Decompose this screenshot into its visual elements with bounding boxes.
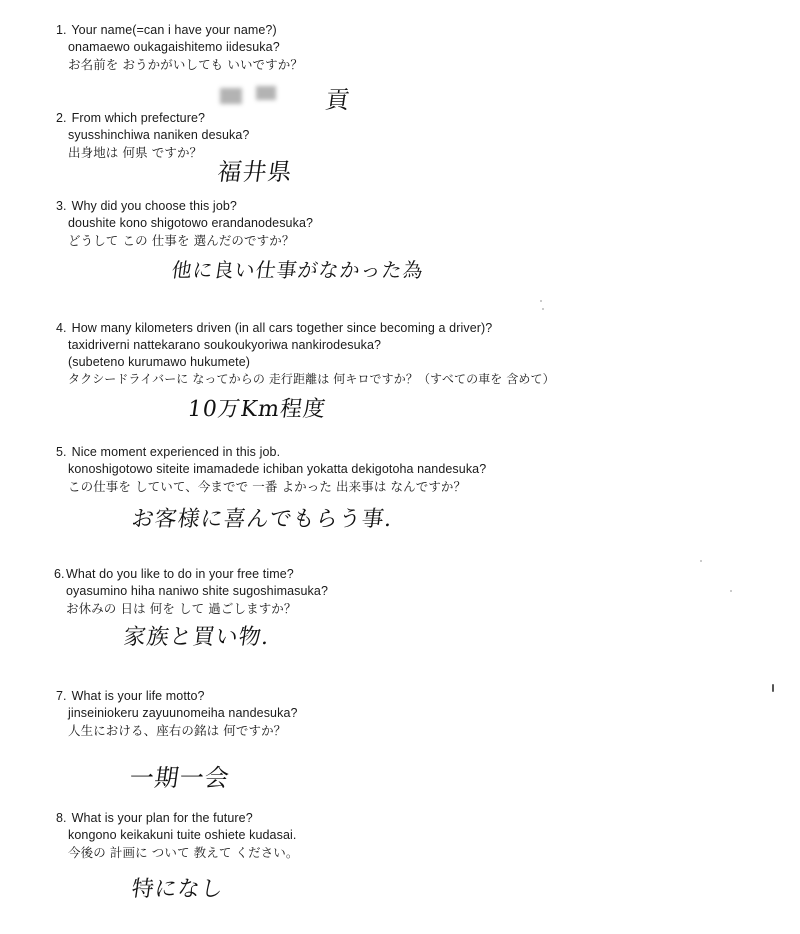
question-3-english: 3. Why did you choose this job? — [56, 199, 237, 213]
scan-speck — [700, 560, 702, 562]
question-7 — [56, 688, 776, 739]
question-7-english: 7. What is your life motto? — [56, 689, 205, 703]
question-3-japanese: どうして この 仕事を 選んだのですか？ — [68, 233, 295, 248]
question-4-romaji-2: (subeteno kurumawo hukumete) — [68, 355, 251, 369]
question-8 — [56, 810, 776, 861]
answer-4-handwritten: 10万Km程度 — [185, 397, 328, 422]
question-2-romaji: syusshinchiwa naniken desuka? — [68, 128, 250, 142]
question-1-japanese: お名前を おうかがいしても いいですか？ — [68, 57, 303, 72]
question-4 — [56, 320, 776, 388]
scan-speck — [730, 590, 732, 592]
question-8-english: 8. What is your plan for the future? — [56, 811, 253, 825]
question-1-romaji: onamaewo oukagaishitemo iidesuka? — [68, 40, 280, 54]
answer-1-handwritten: 貢 — [323, 86, 353, 114]
question-8-romaji: kongono keikakuni tuite oshiete kudasai. — [68, 828, 297, 842]
question-6-japanese: お休みの 日は 何を して 過ごしますか？ — [66, 601, 297, 616]
question-5-romaji: konoshigotowo siteite imamadede ichiban yokatta dekigotoha nandesuka? — [68, 462, 487, 476]
question-2 — [56, 110, 776, 161]
question-2-english: 2. From which prefecture? — [56, 111, 206, 125]
question-3 — [56, 198, 776, 249]
answer-7-handwritten: 一期一会 — [127, 764, 232, 792]
question-4-japanese: タクシードライバーに なってからの 走行距離は 何キロですか？（すべての車を 含めて） — [68, 372, 555, 386]
question-7-japanese: 人生における、座右の銘は 何ですか？ — [68, 723, 287, 738]
question-5-japanese: この仕事を していて、今までで 一番 よかった 出来事は なんですか？ — [68, 479, 467, 494]
question-6 — [54, 566, 774, 617]
question-5-english: 5. Nice moment experienced in this job. — [56, 445, 281, 459]
redacted-name-2 — [256, 86, 276, 100]
scan-speck — [772, 684, 774, 692]
question-5 — [56, 444, 776, 495]
answer-5-handwritten: お客様に喜んでもらう事. — [129, 507, 395, 532]
answer-8-handwritten: 特になし — [129, 877, 226, 902]
question-4-romaji: taxidriverni nattekarano soukoukyoriwa nankirodesuka? — [68, 338, 382, 352]
question-1 — [56, 22, 776, 73]
question-8-japanese: 今後の 計画に ついて 教えて ください。 — [68, 845, 299, 860]
question-1-english: 1. Your name(=can i have your name?) — [56, 23, 277, 37]
question-4-english: 4. How many kilometers driven (in all cars together since becoming a driver)? — [56, 321, 493, 335]
question-3-romaji: doushite kono shigotowo erandanodesuka? — [68, 216, 314, 230]
question-6-english: 6.What do you like to do in your free time? — [54, 567, 294, 581]
scan-speck — [542, 308, 544, 310]
question-7-romaji: jinseiniokeru zayuunomeiha nandesuka? — [68, 706, 298, 720]
question-2-japanese: 出身地は 何県 ですか？ — [68, 145, 203, 160]
answer-6-handwritten: 家族と買い物. — [121, 625, 272, 650]
redacted-name-1 — [220, 88, 242, 104]
answer-2-handwritten: 福井県 — [215, 158, 295, 186]
scan-speck — [540, 300, 542, 302]
question-6-romaji: oyasumino hiha naniwo shite sugoshimasuka? — [66, 584, 328, 598]
answer-3-handwritten: 他に良い仕事がなかった為 — [170, 258, 426, 282]
